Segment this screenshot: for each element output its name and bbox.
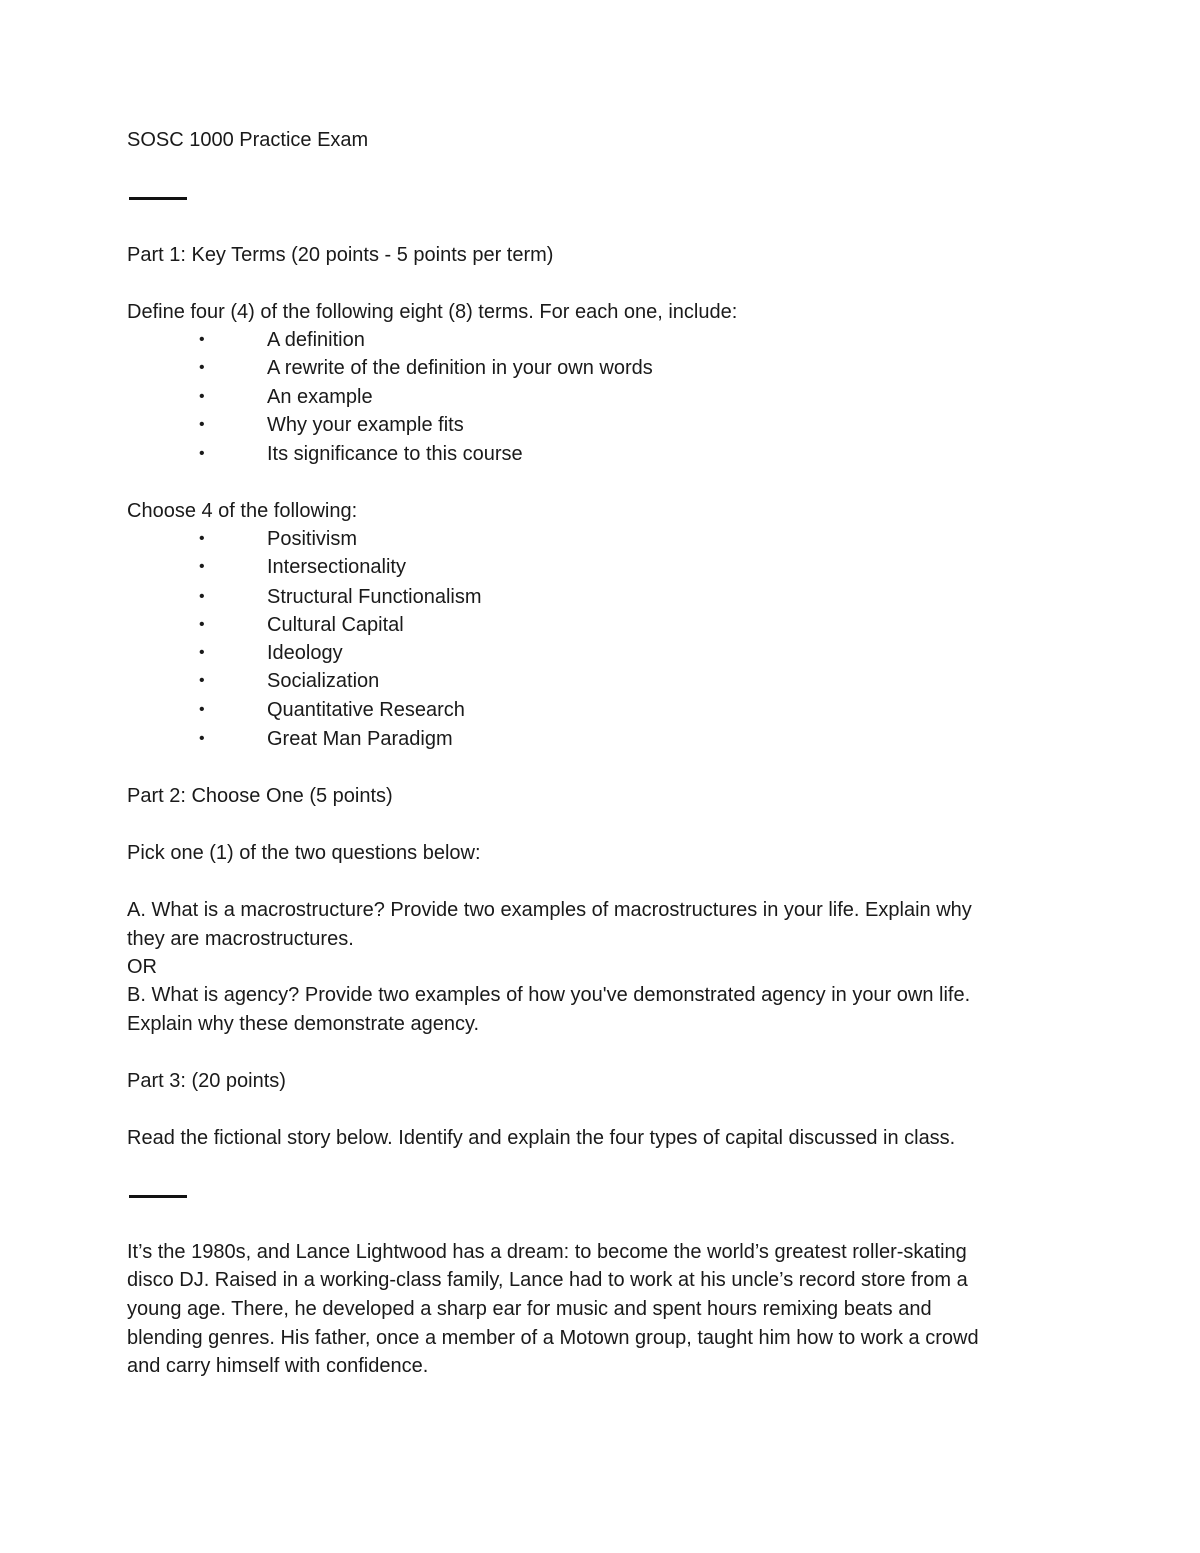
section-divider [129,197,187,200]
part3-instructions: Read the fictional story below. Identify and explain the four types of capital discussed in class. [127,1127,956,1149]
requirement-text: A definition [267,329,365,351]
bullet-icon: • [199,416,205,433]
or-label: OR [127,956,157,978]
term-text: Socialization [267,670,380,692]
term-text: Quantitative Research [267,699,465,721]
question-a-line: they are macrostructures. [127,928,354,950]
term-text: Structural Functionalism [267,586,482,608]
section-divider [129,1195,187,1198]
bullet-icon: • [199,730,205,747]
question-b-line: B. What is agency? Provide two examples of how you've demonstrated agency in your own life. [127,984,971,1006]
requirement-text: An example [267,386,373,408]
bullet-icon: • [199,359,205,376]
question-a-line: A. What is a macrostructure? Provide two examples of macrostructures in your life. Explain why [127,899,972,921]
document-title: SOSC 1000 Practice Exam [127,129,369,151]
bullet-icon: • [199,672,205,689]
term-text: Cultural Capital [267,614,404,636]
story-line: blending genres. His father, once a member of a Motown group, taught him how to work a crowd [127,1327,979,1349]
story-line: disco DJ. Raised in a working-class family, Lance had to work at his uncle’s record store from a [127,1269,968,1291]
part2-heading: Part 2: Choose One (5 points) [127,785,393,807]
bullet-icon: • [199,558,205,575]
bullet-icon: • [199,588,205,605]
story-line: and carry himself with confidence. [127,1355,429,1377]
requirement-text: A rewrite of the definition in your own words [267,357,653,379]
requirement-text: Why your example fits [267,414,464,436]
bullet-icon: • [199,530,205,547]
bullet-icon: • [199,644,205,661]
story-line: It’s the 1980s, and Lance Lightwood has a dream: to become the world’s greatest roller-skating [127,1241,967,1263]
term-text: Ideology [267,642,343,664]
part3-heading: Part 3: (20 points) [127,1070,286,1092]
part1-heading: Part 1: Key Terms (20 points - 5 points per term) [127,244,554,266]
term-text: Intersectionality [267,556,406,578]
term-text: Positivism [267,528,358,550]
bullet-icon: • [199,331,205,348]
requirement-text: Its significance to this course [267,443,523,465]
bullet-icon: • [199,616,205,633]
question-b-line: Explain why these demonstrate agency. [127,1013,480,1035]
choose-label: Choose 4 of the following: [127,500,358,522]
term-text: Great Man Paradigm [267,728,453,750]
part2-instructions: Pick one (1) of the two questions below: [127,842,481,864]
part1-instructions: Define four (4) of the following eight (8) terms. For each one, include: [127,301,738,323]
story-line: young age. There, he developed a sharp ear for music and spent hours remixing beats and [127,1298,932,1320]
bullet-icon: • [199,445,205,462]
bullet-icon: • [199,388,205,405]
bullet-icon: • [199,701,205,718]
